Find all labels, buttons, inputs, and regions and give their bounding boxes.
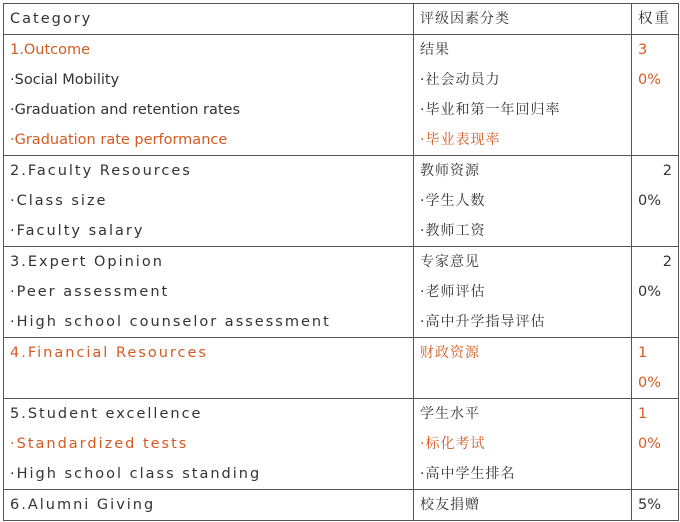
category-cn-cell: 校友捐赠 xyxy=(414,490,632,521)
category-cn-cell: 结果 ·社会动员力 ·毕业和第一年回归率 ·毕业表现率 xyxy=(414,35,632,156)
weight-cell: 2 0% xyxy=(632,247,679,338)
table-row xyxy=(4,156,679,247)
table-row xyxy=(4,247,679,338)
header-category: Category xyxy=(4,4,414,35)
weight-cell: 1 0% xyxy=(632,399,679,490)
category-cell: 1.Outcome ·Social Mobility ·Graduation and retention rates ·Graduation rate performance xyxy=(4,35,414,156)
category-cell: 4.Financial Resources xyxy=(4,338,414,399)
category-cell: 5.Student excellence ·Standardized tests ·High school class standing xyxy=(4,399,414,490)
table-header-row xyxy=(4,4,679,35)
weight-cell: 1 0% xyxy=(632,338,679,399)
category-cn-cell: 学生水平 ·标化考试 ·高中学生排名 xyxy=(414,399,632,490)
header-factor-category-cn: 评级因素分类 xyxy=(414,4,632,35)
header-weight: 权重 xyxy=(632,4,679,35)
category-cn-cell: 专家意见 ·老师评估 ·高中升学指导评估 xyxy=(414,247,632,338)
weight-cell: 2 0% xyxy=(632,156,679,247)
category-cn-cell: 教师资源 ·学生人数 ·教师工资 xyxy=(414,156,632,247)
table-row xyxy=(4,399,679,490)
category-cn-cell: 财政资源 xyxy=(414,338,632,399)
weight-cell: 5% xyxy=(632,490,679,521)
table-row xyxy=(4,338,679,399)
weight-cell: 3 0% xyxy=(632,35,679,156)
table-row xyxy=(4,35,679,156)
ranking-factors-table xyxy=(3,3,679,521)
category-cell: 6.Alumni Giving xyxy=(4,490,414,521)
category-cell: 3.Expert Opinion ·Peer assessment ·High school counselor assessment xyxy=(4,247,414,338)
category-cell: 2.Faculty Resources ·Class size ·Faculty salary xyxy=(4,156,414,247)
table-row xyxy=(4,490,679,521)
